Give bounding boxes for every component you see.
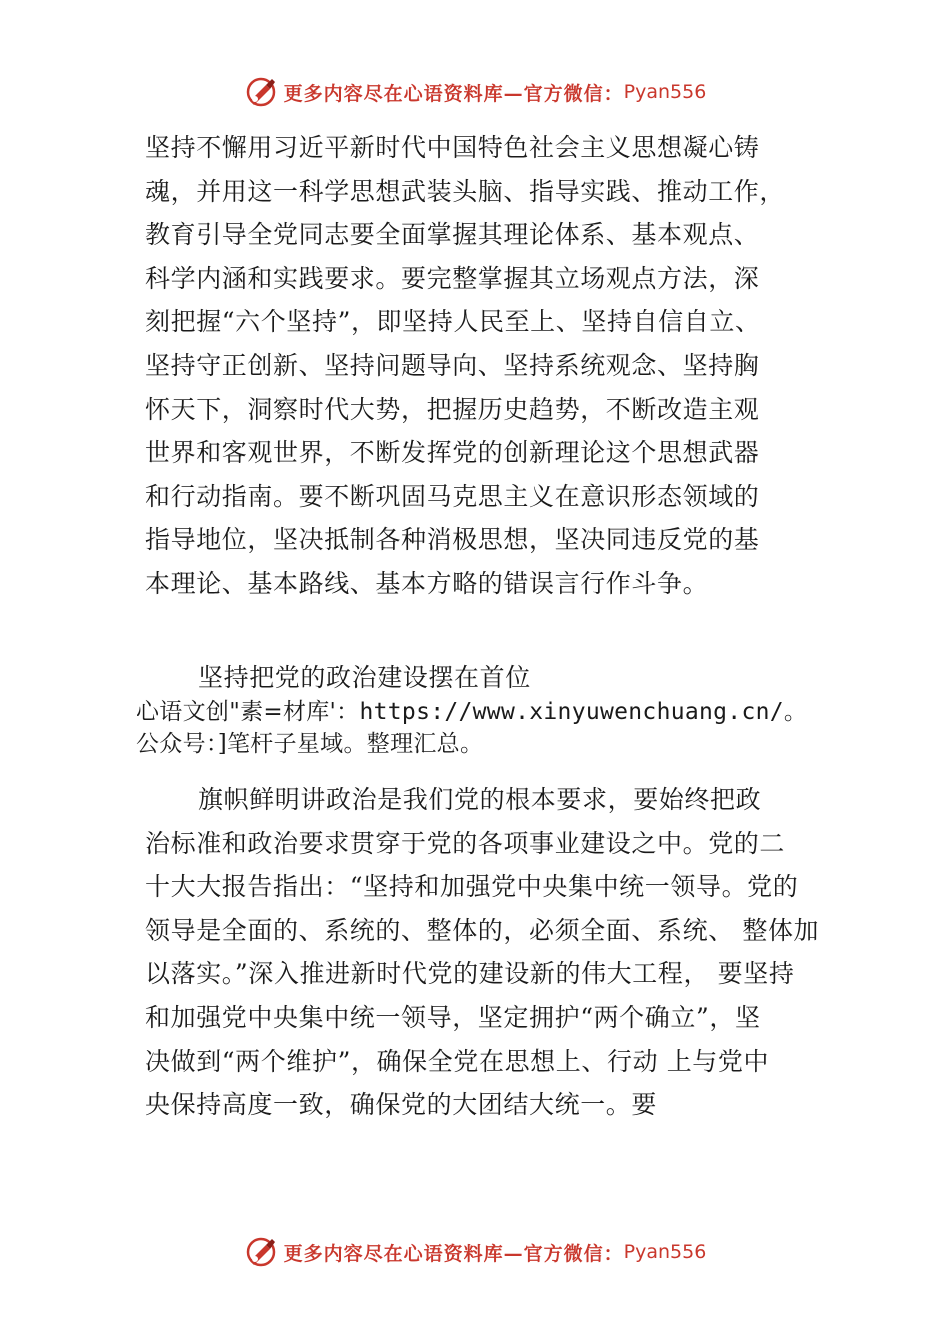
- paragraph-line: 以落实。”深入推进新时代党的建设新的伟大工程， 要坚持: [145, 959, 795, 989]
- header-banner: [0, 72, 950, 112]
- brush-logo-icon: [244, 75, 278, 109]
- paragraph-line: 央保持高度一致，确保党的大团结大统一。要: [145, 1090, 658, 1120]
- paragraph-line: 旗帜鲜明讲政治是我们党的根本要求，要始终把政: [198, 785, 762, 814]
- paragraph-line: 坚持守正创新、坚持问题导向、坚持系统观念、坚持胸: [145, 350, 760, 380]
- source-line-1: [136, 696, 807, 728]
- banner-wechat-id: Pyan556: [623, 81, 707, 103]
- section-heading: 坚持把党的政治建设摆在首位: [198, 663, 531, 692]
- brush-logo-icon: [244, 1235, 278, 1269]
- paragraph-line: 怀天下，洞察时代大势，把握历史趋势，不断改造主观: [145, 394, 760, 424]
- source-prefix: 心语文创"素=材库'：: [136, 699, 360, 725]
- source-note: [136, 696, 807, 760]
- banner-text: 更多内容尽在心语资料库—官方微信：: [283, 1242, 624, 1265]
- paragraph-line: 科学内涵和实践要求。要完整掌握其立场观点方法，深: [145, 263, 760, 293]
- paragraph-line: 本理论、基本路线、基本方略的错误言行作斗争。: [145, 568, 709, 598]
- banner-wechat-id: Pyan556: [623, 1241, 707, 1263]
- paragraph-line: 和加强党中央集中统一领导，坚定拥护“两个确立”，坚: [145, 1002, 761, 1032]
- paragraph-line: 世界和客观世界，不断发挥党的创新理论这个思想武器: [145, 438, 760, 468]
- paragraph-line: 坚持不懈用习近平新时代中国特色社会主义思想凝心铸: [145, 133, 760, 162]
- banner-text: 更多内容尽在心语资料库—官方微信：: [283, 82, 624, 105]
- paragraph-2: [145, 778, 825, 1127]
- source-line-2: 公众号：]笔杆子星域。整理汇总。: [136, 731, 484, 757]
- paragraph-line: 领导是全面的、系统的、整体的，必须全面、系统、 整体加: [145, 915, 820, 945]
- paragraph-line: 决做到“两个维护”，确保全党在思想上、行动 上与党中: [145, 1046, 770, 1076]
- paragraph-line: 教育引导全党同志要全面掌握其理论体系、基本观点、: [145, 220, 760, 250]
- footer-banner: [0, 1232, 950, 1272]
- source-url: https://www.xinyuwenchuang.cn/。: [359, 699, 808, 725]
- paragraph-line: 治标准和政治要求贯穿于党的各项事业建设之中。党的二: [145, 828, 786, 858]
- paragraph-line: 魂，并用这一科学思想武装头脑、指导实践、推动工作，: [145, 176, 786, 206]
- paragraph-1: [145, 126, 825, 606]
- paragraph-line: 指导地位，坚决抵制各种消极思想，坚决同违反党的基: [145, 525, 760, 555]
- paragraph-line: 和行动指南。要不断巩固马克思主义在意识形态领域的: [145, 481, 760, 511]
- paragraph-line: 刻把握“六个坚持”，即坚持人民至上、坚持自信自立、: [145, 307, 761, 337]
- paragraph-line: 十大大报告指出：“坚持和加强党中央集中统一领导。党的: [145, 872, 799, 902]
